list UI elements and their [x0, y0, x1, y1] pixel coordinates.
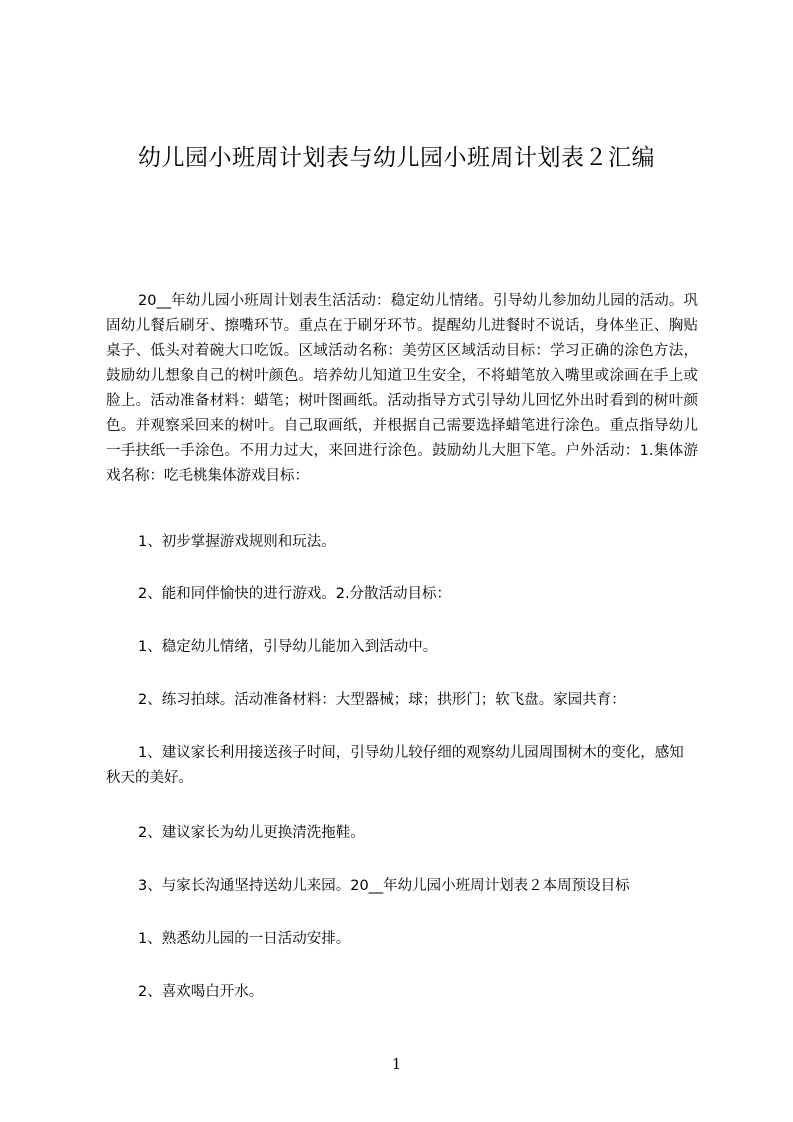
- page-number: 1: [391, 1055, 402, 1073]
- intro-paragraph: 20__年幼儿园小班周计划表生活活动：稳定幼儿情绪。引导幼儿参加幼儿园的活动。巩固幼儿餐后刷牙、擦嘴环节。重点在于刷牙环节。提醒幼儿进餐时不说话，身体坐正、胸贴桌子、低头对着碗大口吃饭。区域活动名称：美劳区区域活动目标：学习正确的涂色方法，鼓励幼儿想象自己的树叶颜色。培养幼儿知道卫生安全，不将蜡笔放入嘴里或涂画在手上或脸上。活动准备材料：蜡笔；树叶图画纸。活动指导方式引导幼儿回忆外出时看到的树叶颜色。并观察采回来的树叶。自己取画纸，并根据自己需要选择蜡笔进行涂色。重点指导幼儿一手扶纸一手涂色。不用力过大，来回进行涂色。鼓励幼儿大胆下笔。户外活动：1.集体游戏名称：吃毛桃集体游戏目标：: [106, 293, 698, 484]
- list-item: 1、初步掌握游戏规则和玩法。: [138, 534, 336, 550]
- list-item: 2、喜欢喝白开水。: [138, 984, 264, 1000]
- document-title: 幼儿园小班周计划表与幼儿园小班周计划表２汇编: [138, 145, 655, 171]
- list-item: 1、稳定幼儿情绪，引导幼儿能加入到活动中。: [138, 639, 438, 655]
- list-item: 2、练习拍球。活动准备材料：大型器械；球；拱形门；软飞盘。家园共育：: [138, 692, 626, 708]
- list-item: 3、与家长沟通坚持送幼儿来园。20__年幼儿园小班周计划表２本周预设目标: [138, 878, 630, 894]
- list-item: 2、能和同伴愉快的进行游戏。2.分散活动目标：: [138, 586, 452, 602]
- list-item: 1、熟悉幼儿园的一日活动安排。: [138, 931, 351, 947]
- list-item: 2、建议家长为幼儿更换清洗拖鞋。: [138, 825, 365, 841]
- list-item: 1、建议家长利用接送孩子时间，引导幼儿较仔细的观察幼儿园周围树木的变化，感知秋天的美好。: [106, 745, 684, 786]
